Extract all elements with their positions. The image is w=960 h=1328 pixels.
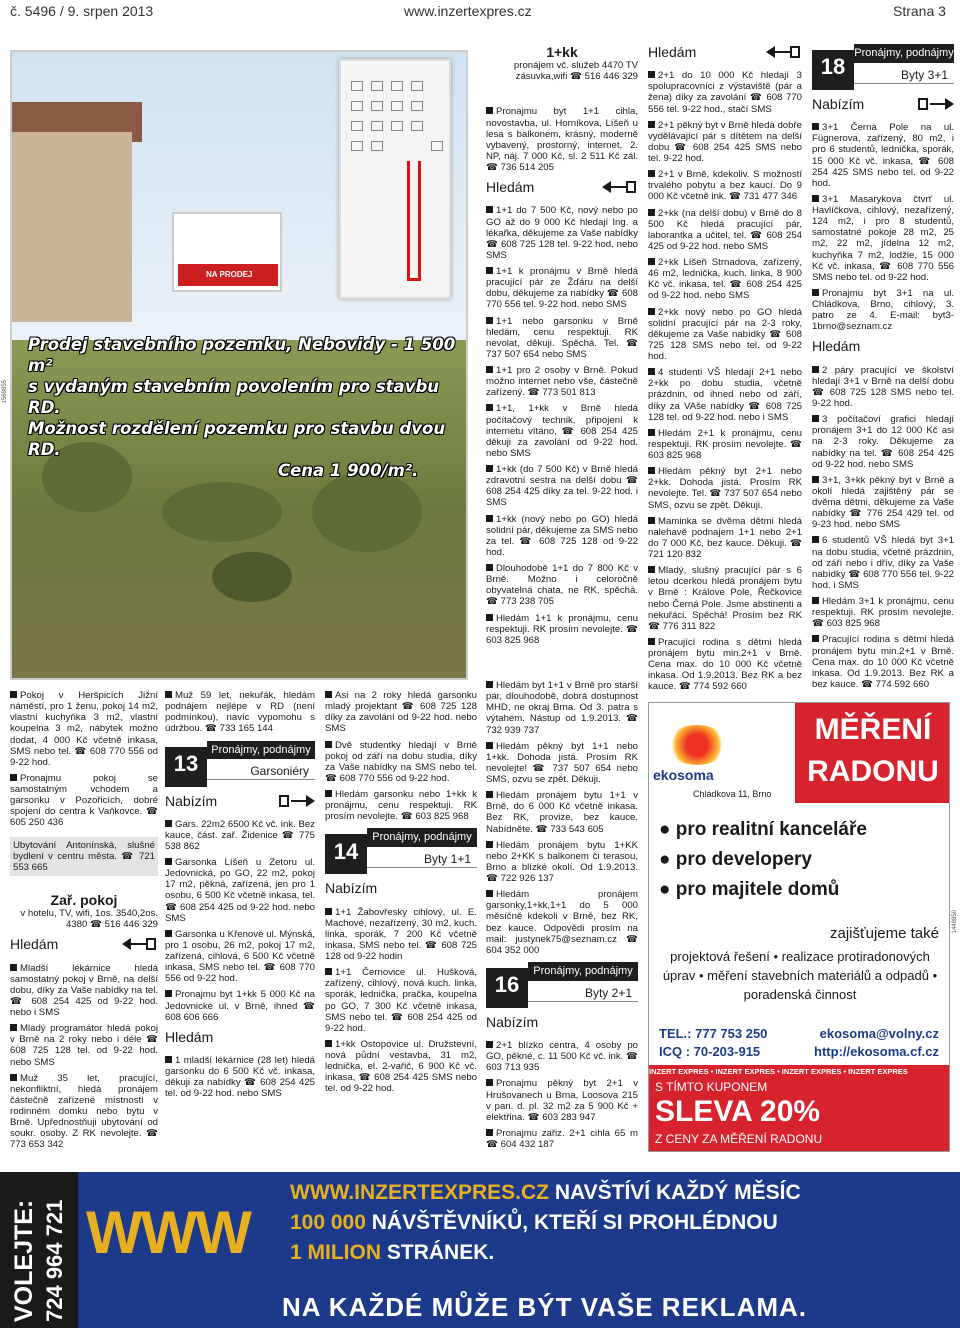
arrow-right-icon (918, 97, 954, 111)
list-item: 2+kk nový nebo po GO hledá solidní pracující pár na 2-3 roky, děkujeme za Vaše nabídky ☎ 608 725 128 SMS nebo tel. od 9-22 hod. (648, 306, 802, 363)
column-3-bottom (325, 690, 477, 1100)
section-header-18: 18 Pronájmy, podnájmy Byty 3+1 (812, 44, 954, 90)
brand-name: ekosoma (653, 767, 714, 783)
list-item: Muž 59 let, nekuřák, hledám podnájem nejlépe v RD (není podmínkou), navíc vypomohu s údržbou. ☎ 733 165 144 (165, 690, 315, 735)
list-item: Hledám pronájem garsonky,1+kk,1+1 do 5 000 měsíčně kdekoli v Brně, bez RK, bez kauce. Odpovědi prosím na mail: justynek75@seznam.cz ☎ 604 352 000 (486, 889, 638, 956)
land-sale-photo-ad (10, 50, 468, 680)
list-item: Muž 35 let, pracující, nekonfliktní, hledá pronájem částečně zařízené místnosti v rodinném domku nebo bytu v Brně. Upřednostňuji ubytování od soukr. osoby. Z RK nevolejte. ☎ 773 653 342 (10, 1072, 158, 1151)
section-heading: Nabízím (486, 1013, 539, 1030)
list-item: 2+kk Líšeň Strnadova, zařízený, 46 m2, lednička, kuch. linka, 8 900 Kč vč. inkasa, tel. ☎ 608 254 425 od 9-22 hod. nebo SMS (648, 257, 802, 302)
list-item: Pronajmu pěkný byt 2+1 v Hrušovanech u Brna, Loosova 215 v pan. d. pl. 32 m2 za 5 900 Kč + elektřina. ☎ 603 283 947 (486, 1078, 638, 1123)
ad-code: 1569855 (2, 380, 8, 404)
bottom-banner (0, 1172, 960, 1328)
issue-date: č. 5496 / 9. srpen 2013 (10, 3, 154, 19)
sale-sign: NA PRODEJ (172, 212, 282, 292)
list-item: 3+1 Masarykova čtvrť ul. Havlíčkova, cihlový, nezařízený, 124 m2, i pro 8 studentů, samostatné pokoje 28 m2, 25 m2, 22 m2, jídelna 12 m2, kuchyňka 7 m2, lodžie, 15 000 Kč vč. inkasa, ☎ 608 770 556 SMS nebo tel. od 9-22 hod. (812, 193, 954, 283)
section-heading: Hledám (486, 179, 638, 195)
list-item: Pracující rodina s dětmi hledá pronájem bytu min.2+1 v Brně. Cena max. do 10 000 Kč včetně inkasa. Od 1.9.2013. Bez RK a bez kauce. ☎ 774 592 660 (648, 636, 802, 693)
photo-headline: Prodej stavebního pozemku, Nebovidy - 1 500 m² s vydaným stavebním povolením pro stavbu RD. Možnost rozdělení pozemku pro stavbu dvou RD. Cena 1 900/m². (28, 335, 456, 480)
column-3c (486, 680, 638, 1155)
list-item: Dlouhodobě 1+1 do 7 800 Kč v Brně. Možno i celoročně obyvatelná chata, ne RK, spěchá. ☎ 773 238 705 (486, 563, 638, 608)
list-item: Pronajmu zařiz. 2+1 cihla 65 m ☎ 604 432 187 (486, 1127, 638, 1151)
house-image (12, 132, 132, 322)
section-heading: Hledám (10, 936, 158, 952)
list-item: 3 počítačoví grafici hledají pronájem 3+1 do 12 000 Kč asi na 2-3 roky. Děkujeme za nabídky na tel. ☎ 608 254 425 od 9-22 hod. nebo SMS (812, 414, 954, 470)
list-item: Hledám pronájem bytu 1+KK nebo 2+KK s balkonem či terasou, Brno a blízké okolí. Od 1.9.2013. ☎ 722 926 137 (486, 839, 638, 884)
coupon: S TÍMTO KUPONEM SLEVA 20% Z CENY ZA MĚŘENÍ RADONU (649, 1079, 950, 1152)
section-header-16: 16 Pronájmy, podnájmy Byty 2+1 (486, 962, 638, 1008)
email-link[interactable]: ekosoma@volny.cz (819, 1026, 939, 1041)
column-4 (648, 44, 802, 698)
list-item: 2+kk (na delší dobu) v Brně do 8 500 Kč hledá pracující pár, laborantka a učitel, tel. ☎ 608 254 425 od 9-22 hod. nebo SMS (648, 207, 802, 252)
list-item: 1+kk (do 7 500 Kč) v Brně hledá zdravotní sestra na delší dobu ☎ 608 254 425 díky za tel. 9-22 hod. i SMS (486, 464, 638, 509)
ad-title: Zař. pokoj (50, 891, 118, 908)
section-heading: Nabízím (325, 880, 378, 897)
list-item: Hledám 1+1 k pronájmu, cenu respektuji. RK prosím nevolejte. ☎ 603 825 968 (486, 612, 638, 646)
list-item: Hledám 3+1 k pronájmu, cenu respektuji. RK prosím nevolejte. ☎ 603 825 968 (812, 596, 954, 630)
section-heading: Hledám (165, 1028, 214, 1045)
list-item: Hledám pěkný byt 2+1 nebo 2+kk. Dohoda jistá. Prosím RK nevolejte. Tel. ☎ 737 507 654 nebo SMS, ozvu se zpět. Děkuji. (648, 466, 802, 511)
section-header-14: 14 Pronájmy, podnájmy Byty 1+1 (325, 828, 477, 874)
list-item: 1+kk (nový nebo po GO) hledá solidní pár, děkujeme za SMS nebo za tel. ☎ 608 725 128 od 9-22 hod. (486, 513, 638, 558)
section-heading: Nabízím (812, 96, 954, 112)
list-item: Hledám 2+1 k pronájmu, cenu respektuji. RK prosím nevolejte. ☎ 603 825 968 (648, 427, 802, 462)
list-item: Pronajmu pokoj se samostatným vchodem a garsonku v Pozořicích, dobré spojení do centra k Vaňkovce. ☎ 605 250 436 (10, 772, 158, 829)
list-item: Pronajmu byt 1+1 cihla, novostavba, ul. Horníkova, Líšeň u lesa s balkonem, krásný, moderně vybavený, prostorný, internet, 2. NP, náj. 7 000 Kč, sl. 2 511 Kč zál. ☎ 736 514 205 (486, 106, 638, 174)
list-item: 1+1 nebo garsonku v Brně hledám, cenu respektuji. RK nevolat, děkuji. Spěchá. Tel. ☎ 737 507 654 nebo SMS (486, 315, 638, 360)
list-item: Hledám byt 1+1 v Brně pro starší pár, dlouhodobě, dobrá dostupnost MHD, ne okraj Brna. Od 3. patra s výtahem. Nástup od 1.9.2013. ☎ 732 939 737 (486, 680, 638, 736)
list-item: 1+1, 1+kk v Brně hledá počítačový technik, připojení k internetu vítáno, ☎ 608 254 425 děkuji za zavolání od 9-22 hod. nebo SMS (486, 403, 638, 459)
list-item: Garsonka u Křenové ul. Mýnská, pro 1 osobu, 26 m2, pokoj 17 m2, zařízená, cihlová, 6 500 Kč včetně inkasa, SMS nebo tel. ☎ 608 770 556 od 9-22 hod. (165, 928, 315, 985)
column-1 (10, 690, 158, 1156)
list-item: 4 studenti VŠ hledají 2+1 nebo 2+kk po dobu studia, včetně prázdnin, od ihned nebo od září, díky za VAše nabídky ☎ 608 725 128 tel. od 9-22 hod. nebo i SMS (648, 367, 802, 423)
list-item: Hledám pěkný byt 1+1 nebo 1+kk. Dohoda jistá. Prosím RK nevolejte! ☎ 737 507 654 nebo SMS, ozvu se zpět. Děkuji. (486, 740, 638, 785)
list-item: 2+1 do 10 000 Kč hledají 3 spolupracovníci z výstaviště (pár a žena) díky za zavolání ☎ 608 770 556 tel. 9-22 hod., stačí SMS (648, 70, 802, 115)
arrow-left-icon (602, 180, 638, 194)
www-logo: WWW (86, 1199, 250, 1266)
list-item: 3+1 Černá Pole na ul. Fügnerova, zařízený, 80 m2, i pro 6 studentů, lednička, sporák, 15 000 Kč vč. inkasa, ☎ 608 254 425 SMS nebo tel. od 9-22 hod. (812, 122, 954, 189)
list-item: Asi na 2 roky hledá garsonku mladý projektant ☎ 608 725 128 díky za zavolání od 9-22 hod. nebo SMS (325, 690, 477, 735)
arrow-left-icon (766, 45, 802, 59)
ad-text: v hotelu, TV, wifi, 1os. 3540,2os. 4380 ☎ 516 446 329 (20, 908, 158, 931)
list-item: 2+1 blízko centra, 4 osoby po GO, pěkné, c. 11 500 Kč vč. ink. ☎ 603 713 935 (486, 1040, 638, 1074)
banner-text: WWW.INZERTEXPRES.CZ NAVŠTÍVÍ KAŽDÝ MĚSÍC 100 000 NÁVŠTĚVNÍKŮ, KTEŘÍ SI PROHLÉDNOU 1 MILION STRÁNEK. (290, 1181, 801, 1264)
list-item: 1+1 k pronájmu v Brně hledá pracující pár ze Žďáru na delší dobu, děkujeme za nabídky ☎ 608 770 556 tel. 9-22 hod. nebo SMS (486, 266, 638, 311)
ad-title: 1+kk (546, 44, 578, 60)
list-item: 1+1 Černovice ul. Hušková, zařízený, cihlový, nová kuch. linka, sporák, lednička, pračka, koupelna po GO, 7 300 Kč včetně inkasa, SMS nebo tel. ☎ 608 254 425 od 9-22 hod. (325, 967, 477, 1034)
site-url[interactable]: www.inzertexpres.cz (404, 3, 532, 19)
list-item: Gars. 22m2 6500 Kč vč. ink. Bez kauce, část. zař. Židenice ☎ 775 538 862 (165, 818, 315, 852)
list-item: Pokoj v Heršpicích Jižní náměstí, pro 1 ženu, pokoj 14 m2, vlastní kuchyňka 3 m2, vlastní koupelna 3 m2, nábytek možno dodat, 4 000 Kč včetně inkasa, SMS nebo tel. ☎ 608 770 556 od 9-22 hod. (10, 690, 158, 768)
column-3-top (486, 44, 638, 651)
logo-icon (667, 725, 727, 765)
section-header-13: 13 Pronájmy, podnájmy Garsoniéry (165, 741, 315, 787)
page-number: Strana 3 (893, 3, 946, 19)
web-link[interactable]: http://ekosoma.cf.cz (814, 1044, 939, 1059)
list-item: 2+1 v Brně, kdekoliv. S možností trvalého pobytu a bez kaucí. Do 9 000 Kč včetně ink. ☎ 731 477 346 (648, 169, 802, 203)
list-item: 2 páry pracující ve školství hledají 3+1 v Brně na delší dobu ☎ 608 725 128 SMS nebo tel. 9-22 hod. (812, 364, 954, 410)
boxed-ad: Ubytování Antonínská, slušné bydlení v centru města. ☎ 721 553 665 (10, 837, 158, 876)
list-item: 1+1 pro 2 osoby v Brně. Pokud možno internet nebo vše, částečně zařízený. ☎ 773 501 813 (486, 365, 638, 399)
list-item: Maminka se dvěma dětmi hledá nalehavě podnajem 1+1 nebo 2+1 do 7 000 Kč, bez kauce. Děkuji. ☎ 721 120 832 (648, 515, 802, 561)
column-5 (812, 44, 954, 695)
services: projektová řešení • realizace protiradonových úprav • měření stavebních materiálů a odpadů • poradenská činnost (662, 949, 938, 1002)
column-2 (165, 690, 315, 1105)
headline: MĚŘENÍ RADONU (795, 703, 950, 803)
target-list: ● pro realitní kanceláře ● pro developery ● pro majitele domů (659, 819, 867, 900)
ad-code: 1448850 (952, 910, 958, 934)
list-item: Hledám pronájem bytu 1+1 v Brně, do 6 000 Kč včetně inkasa. Bez RK, provize, bez kauce. Nabídněte. ☎ 733 543 605 (486, 790, 638, 835)
ad-text: pronájem vč. služeb 4470 TV zásuvka,wifi ☎ 516 446 329 (513, 60, 638, 83)
radon-measurement-ad (648, 702, 950, 1152)
list-item: 1 mladší lékárnice (28 let) hledá garsonku do 6 500 Kč vč. inkasa, děkuji za nabídky ☎ 608 254 425 tel. od 9-22 hod. nebo SMS (165, 1055, 315, 1100)
banner-slogan: NA KAŽDÉ MŮŽE BÝT VAŠE REKLAMA. (282, 1292, 807, 1322)
phone: TEL.: 777 753 250 (659, 1026, 768, 1041)
list-item: Hledám garsonku nebo 1+kk k pronájmu, cenu respektuji. RK prosím nevolejte. ☎ 603 825 968 (325, 789, 477, 823)
list-item: 1+1 Žabovřesky cihlový, ul. E. Machové, nezařízený, 30 m2, kuch. linka, sporák, 7 200 Kč včetně inkasa, SMS nebo tel. ☎ 608 725 128 od 9-22 hodin (325, 906, 477, 963)
section-heading: Hledám (648, 44, 802, 60)
section-heading: Hledám (812, 338, 861, 355)
list-item: Mladší lékárnice hledá samostatný pokoj v Brně, na delší dobu, díky za Vaše nabídky na tel. ☎ 608 254 425 od 9-22 hod. nebo i SMS (10, 962, 158, 1019)
list-item: Mladý programátor hledá pokoj v Brně na 2 roky nebo i déle ☎ 608 725 128 tel. od 9-22 hod. nebo SMS (10, 1023, 158, 1068)
list-item: Garsonka Líšeň u Zetoru ul. Jedovnická, po GO, 22 m2, pokoj 17 m2, pěkná, zařízená, jen pro 1 osobu, 6 500 Kč včetně inkasa, tel. ☎ 608 254 425 od 9-22 hod. nebo SMS (165, 857, 315, 924)
list-item: 2+1 pěkný byt v Brně hledá dobře vydělávající pár s dítětem na delší dobu ☎ 608 254 425 SMS nebo tel. 9-22 hod. (648, 119, 802, 165)
address: Chládkova 11, Brno (693, 789, 772, 799)
list-item: Pronajmu byt 1+kk 5 000 Kč na Jedovnické ul. v Brně, ihned ☎ 608 606 666 (165, 989, 315, 1023)
page-header (0, 0, 960, 22)
also-label: zajišťujeme také (829, 925, 939, 942)
strip: INZERT EXPRES • INZERT EXPRES • INZERT EXPRES • INZERT EXPRES (649, 1065, 950, 1079)
list-item: 1+1 do 7 500 Kč, nový nebo po GO až do 9 000 Kč hledají Ing. a lékařka, děkujeme za Vaše nabídky ☎ 608 725 128 tel. 9-22 hod. nebo SMS (486, 205, 638, 261)
list-item: 6 studentů VŠ hledá byt 3+1 na dobu studia, včetně prázdnin, od září nebo i dřív, díky za Vaše nabídky ☎ 608 770 556 tel. 9-22 hod. i SMS (812, 535, 954, 591)
list-item: 3+1, 3+kk pěkný byt v Brně a okolí hledá zajištěný pár se dvěma dětmi, děkujeme za Vaše nabídky ☎ 776 254 429 tel. od 9-23 hod. nebo SMS (812, 474, 954, 531)
site-plan-image (339, 59, 451, 299)
list-item: Pracující rodina s dětmi hledá pronájem bytu min.2+1 v Brně. Cena max. do 10 000 Kč včetně inkasa. Od 1.9.2013. Bez RK a bez kauce. ☎ 774 592 660 (812, 634, 954, 690)
volejte-box: VOLEJTE: 724 964 721 (0, 1172, 78, 1328)
arrow-left-icon (122, 937, 158, 951)
list-item: 1+kk Ostopovice ul. Družstevní, nová půdní vestavba, 31 m2, lednička, el. 2-vařič, 6 900 Kč vč. inkasa, ☎ 608 254 425 SMS nebo tel. od 9-22 hod. (325, 1038, 477, 1095)
icq: ICQ : 70-203-915 (659, 1044, 761, 1059)
list-item: Dvě studentky hledají v Brně pokoj od září na dobu studia, díky za Vaše nabídky na SMS nebo tel. ☎ 608 770 556 od 9-22 hod. (325, 739, 477, 784)
list-item: Pronajmu byt 3+1 na ul. Chládkova, Brno, cihlový, 3. patro ze 4. E-mail: byt3-1brno@seznam.cz (812, 287, 954, 333)
list-item: Mladý, slušný pracující pár s 6 letou dcerkou hledá pronájem bytu v Brně : Králove Pole, Řečkovice nebo Černá Pole. Jsme abstinenti a nekuřáci. Spěchá! Prosím bez RK ☎ 776 311 822 (648, 565, 802, 632)
arrow-right-icon (279, 794, 315, 808)
section-heading: Nabízím (165, 793, 315, 809)
